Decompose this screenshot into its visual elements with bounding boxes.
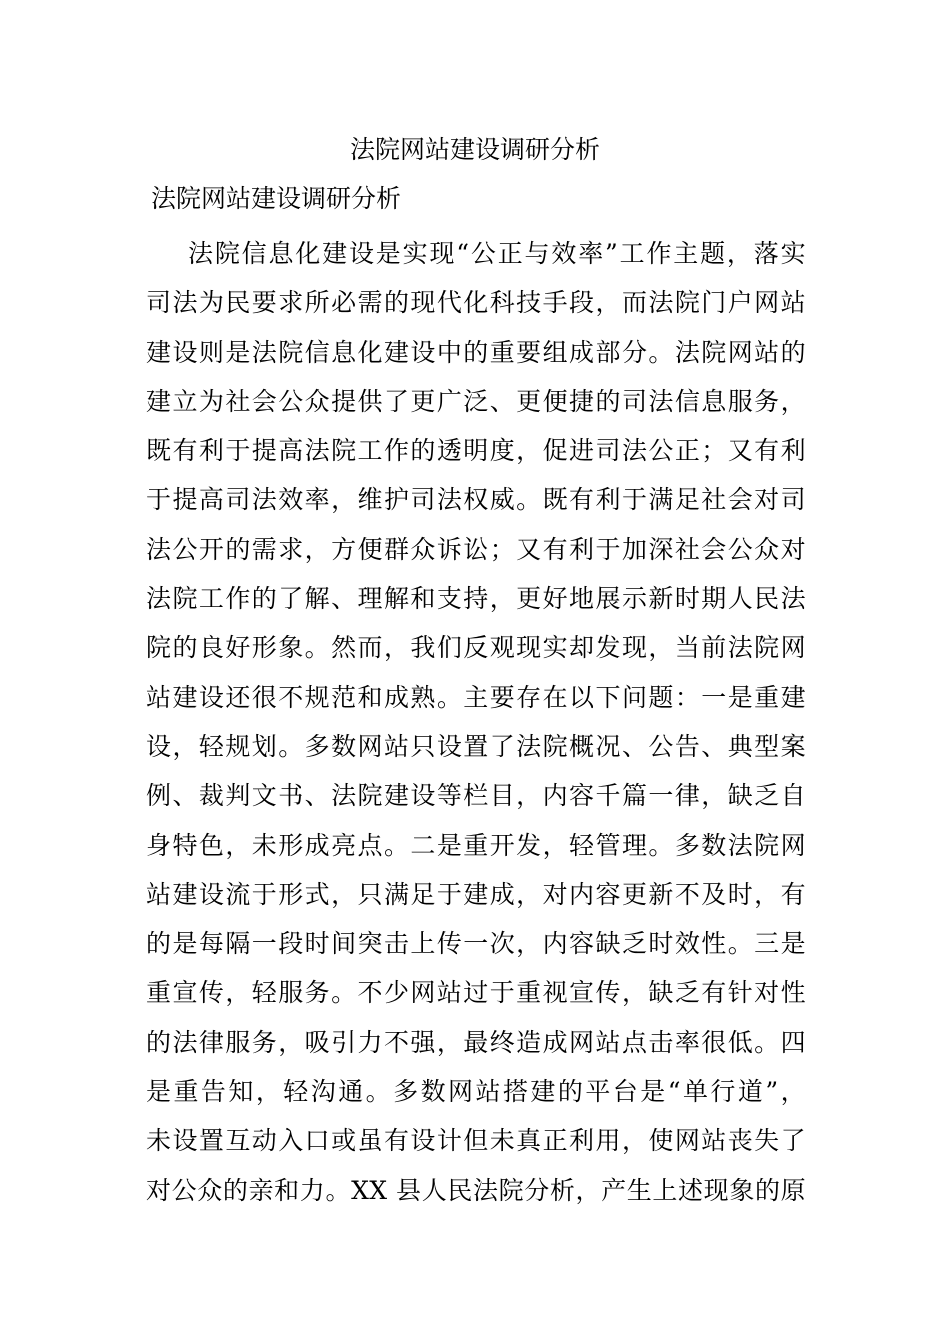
paragraph-line: 设，轻规划。多数网站只设置了法院概况、公告、典型案 [146,731,806,761]
paragraph-line: 站建设还很不规范和成熟。主要存在以下问题：一是重建 [146,682,806,712]
document-subtitle: 法院网站建设调研分析 [151,184,402,213]
paragraph-line: 是重告知，轻沟通。多数网站搭建的平台是“单行道”， [146,1077,806,1107]
paragraph-line: 于提高司法效率，维护司法权威。既有利于满足社会对司 [146,485,806,515]
paragraph-line: 建设则是法院信息化建设中的重要组成部分。法院网站的 [146,337,806,367]
paragraph-line: 例、裁判文书、法院建设等栏目，内容千篇一律，缺乏自 [146,781,806,811]
paragraph-line: 建立为社会公众提供了更广泛、更便捷的司法信息服务， [146,386,806,416]
paragraph-line: 重宣传，轻服务。不少网站过于重视宣传，缺乏有针对性 [146,978,806,1008]
paragraph-line: 法院工作的了解、理解和支持，更好地展示新时期人民法 [146,584,806,614]
paragraph-line: 身特色，未形成亮点。二是重开发，轻管理。多数法院网 [146,830,806,860]
paragraph-line: 未设置互动入口或虽有设计但未真正利用，使网站丧失了 [146,1126,806,1156]
paragraph-line: 的法律服务，吸引力不强，最终造成网站点击率很低。四 [146,1027,806,1057]
document-title: 法院网站建设调研分析 [349,135,600,164]
paragraph-line: 法公开的需求，方便群众诉讼；又有利于加深社会公众对 [146,534,806,564]
paragraph-line: 的是每隔一段时间突击上传一次，内容缺乏时效性。三是 [146,929,806,959]
paragraph-line: 司法为民要求所必需的现代化科技手段，而法院门户网站 [146,288,806,318]
paragraph-line: 既有利于提高法院工作的透明度，促进司法公正；又有利 [146,436,806,466]
paragraph-line: 院的良好形象。然而，我们反观现实却发现，当前法院网 [146,633,806,663]
body-paragraph [146,229,806,1215]
paragraph-line: 对公众的亲和力。XX 县人民法院分析，产生上述现象的原 [146,1175,806,1205]
paragraph-line: 站建设流于形式，只满足于建成，对内容更新不及时，有 [146,879,806,909]
paragraph-line: 法院信息化建设是实现“公正与效率”工作主题，落实 [188,239,806,268]
